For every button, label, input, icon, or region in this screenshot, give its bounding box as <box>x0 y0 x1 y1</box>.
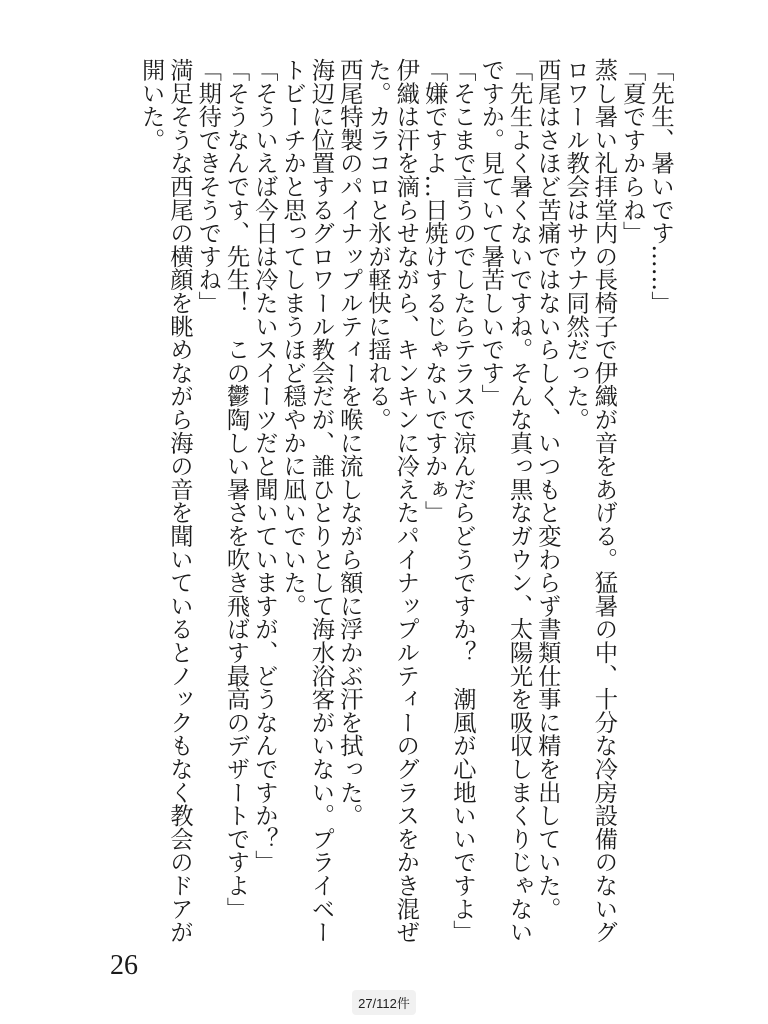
page-number: 26 <box>110 950 138 981</box>
page-counter[interactable] <box>0 990 768 1015</box>
page-counter-label: 27/112件 <box>352 990 416 1015</box>
paragraph-13: 「期待できそうですね」 <box>194 58 222 315</box>
paragraph-3: 蒸し暑い礼拝堂内の長椅子で伊織が音をあげる。猛暑の中、十分な冷房設備のないグロワール教会はサウナ同然だった。 <box>562 58 618 944</box>
paragraph-10: 海辺に位置するグロワール教会だが、誰ひとりとして海水浴客がいない。プライベートビーチかと思ってしまうほど穏やかに凪いでいた。 <box>279 58 335 944</box>
paragraph-6: 「そこまで言うのでしたらテラスで涼んだらどうですか？ 潮風が心地いいですよ」 <box>448 58 476 944</box>
paragraph-14: 満足そうな西尾の横顔を眺めながら海の音を聞いているとノックもなく教会のドアが開いた。 <box>137 58 193 944</box>
paragraph-5: 「先生よく暑くないですね。そんな真っ黒なガウン、太陽光を吸収しまくりじゃないですか。見ていて暑苦しいです」 <box>477 58 533 944</box>
paragraph-7: 「嫌ですよ…日焼けするじゃないですかぁ」 <box>420 58 448 524</box>
novel-text-area <box>108 58 674 948</box>
paragraph-9: 西尾特製のパイナップルティーを喉に流しながら額に浮かぶ汗を拭った。 <box>335 58 363 827</box>
paragraph-2: 「夏ですからね」 <box>618 58 646 245</box>
paragraph-12: 「そうなんです、先生！ この鬱陶しい暑さを吹き飛ばす最高のデザートですよ」 <box>222 58 250 921</box>
paragraph-4: 西尾はさほど苦痛ではないらしく、いつもと変わらず書類仕事に精を出していた。 <box>533 58 561 921</box>
paragraph-1: 「先生、暑いです……」 <box>647 58 674 315</box>
paragraph-8: 伊織は汗を滴らせながら、キンキンに冷えたパイナップルティーのグラスをかき混ぜた。カラコロと氷が軽快に揺れる。 <box>364 58 420 944</box>
paragraph-11: 「そういえば今日は冷たいスイーツだと聞いていますが、どうなんですか？」 <box>250 58 278 874</box>
vertical-text-body <box>108 58 674 948</box>
